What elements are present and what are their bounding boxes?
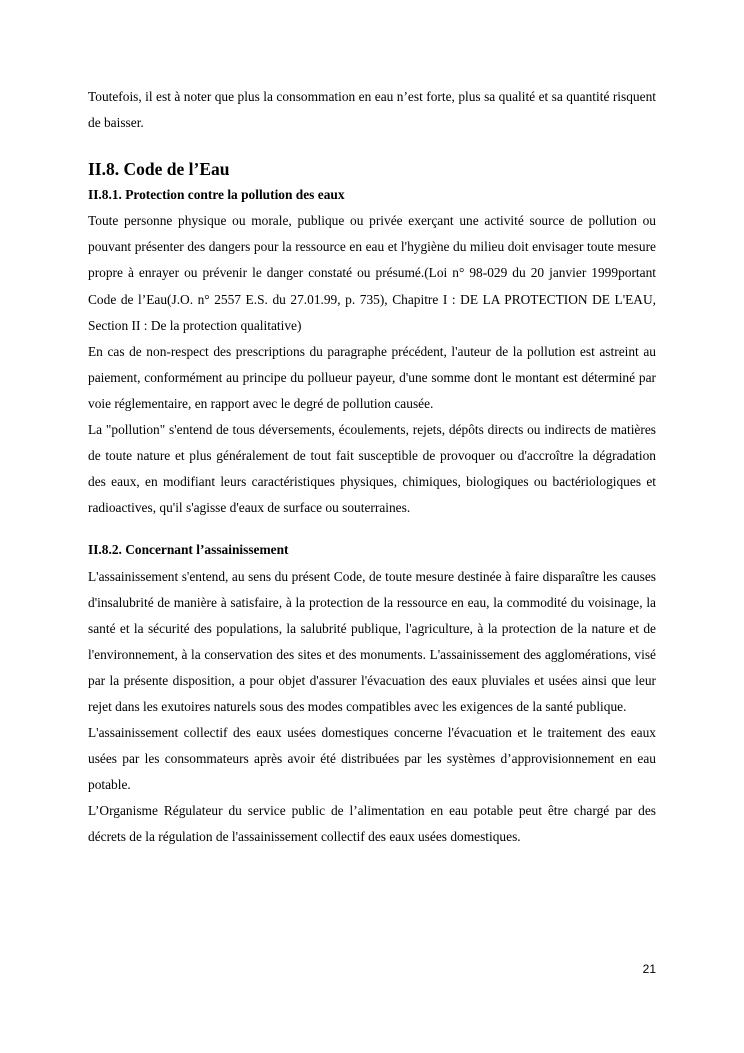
paragraph: L'assainissement s'entend, au sens du présent Code, de toute mesure destinée à faire disparaître les causes d'insalubrité de manière à satisfaire, à la protection de la ressource en eau, la commodité du voisinage, la santé et la sécurité des populations, la salubrité publique, l'agriculture, à la protection de la nature et de l'environnement, à la conservation des sites et des monuments. L'assainissement des agglomérations, visé par la présente disposition, a pour objet d'assurer l'évacuation des eaux pluviales et usées ainsi que leur rejet dans les exutoires naturels sous des modes compatibles avec les exigences de la santé publique. bbox=[88, 568, 656, 714]
section-title: II.8. Code de l’Eau bbox=[88, 159, 230, 180]
paragraph: La "pollution" s'entend de tous déversements, écoulements, rejets, dépôts directs ou indirects de matières de toute nature et plus généralement de tout fait susceptible de provoquer ou d'accroître la dégradation des eaux, en modifiant leurs caractéristiques physiques, chimiques, biologiques ou bactériologiques et radioactives, qu'il s'agisse d'eaux de surface ou souterraines. bbox=[88, 422, 656, 516]
paragraph: En cas de non-respect des prescriptions du paragraphe précédent, l'auteur de la pollution est astreint au paiement, conformément au principe du pollueur payeur, d'une somme dont le montant est déterminé par voie réglementaire, en rapport avec le degré de pollution causée. bbox=[88, 343, 656, 411]
paragraph: Toute personne physique ou morale, publique ou privée exerçant une activité source de pollution ou pouvant présenter des dangers pour la ressource en eau et l'hygiène du milieu doit envisager toute mesure propre à enrayer ou prévenir le danger constaté ou présumé.(Loi n° 98-029 du 20 janvier 1999portant Code de l’Eau(J.O. n° 2557 E.S. du 27.01.99, p. 735), Chapitre I : DE LA PROTECTION DE L'EAU, Section II : De la protection qualitative) bbox=[88, 213, 656, 333]
paragraph: L’Organisme Régulateur du service public de l’alimentation en eau potable peut être chargé par des décrets de la régulation de l'assainissement collectif des eaux usées domestiques. bbox=[88, 803, 656, 845]
subsection-title-assainissement: II.8.2. Concernant l’assainissement bbox=[88, 542, 289, 558]
intro-paragraph: Toutefois, il est à noter que plus la consommation en eau n’est forte, plus sa qualité et sa quantité risquent de baisser. bbox=[88, 89, 656, 131]
document-page bbox=[88, 84, 656, 851]
page-number: 21 bbox=[642, 962, 656, 976]
paragraph: L'assainissement collectif des eaux usées domestiques concerne l'évacuation et le traitement des eaux usées par les consommateurs après avoir été distribuées par les systèmes d’approvisionnement en eau potable. bbox=[88, 725, 656, 793]
subsection-title-pollution: II.8.1. Protection contre la pollution des eaux bbox=[88, 187, 345, 203]
